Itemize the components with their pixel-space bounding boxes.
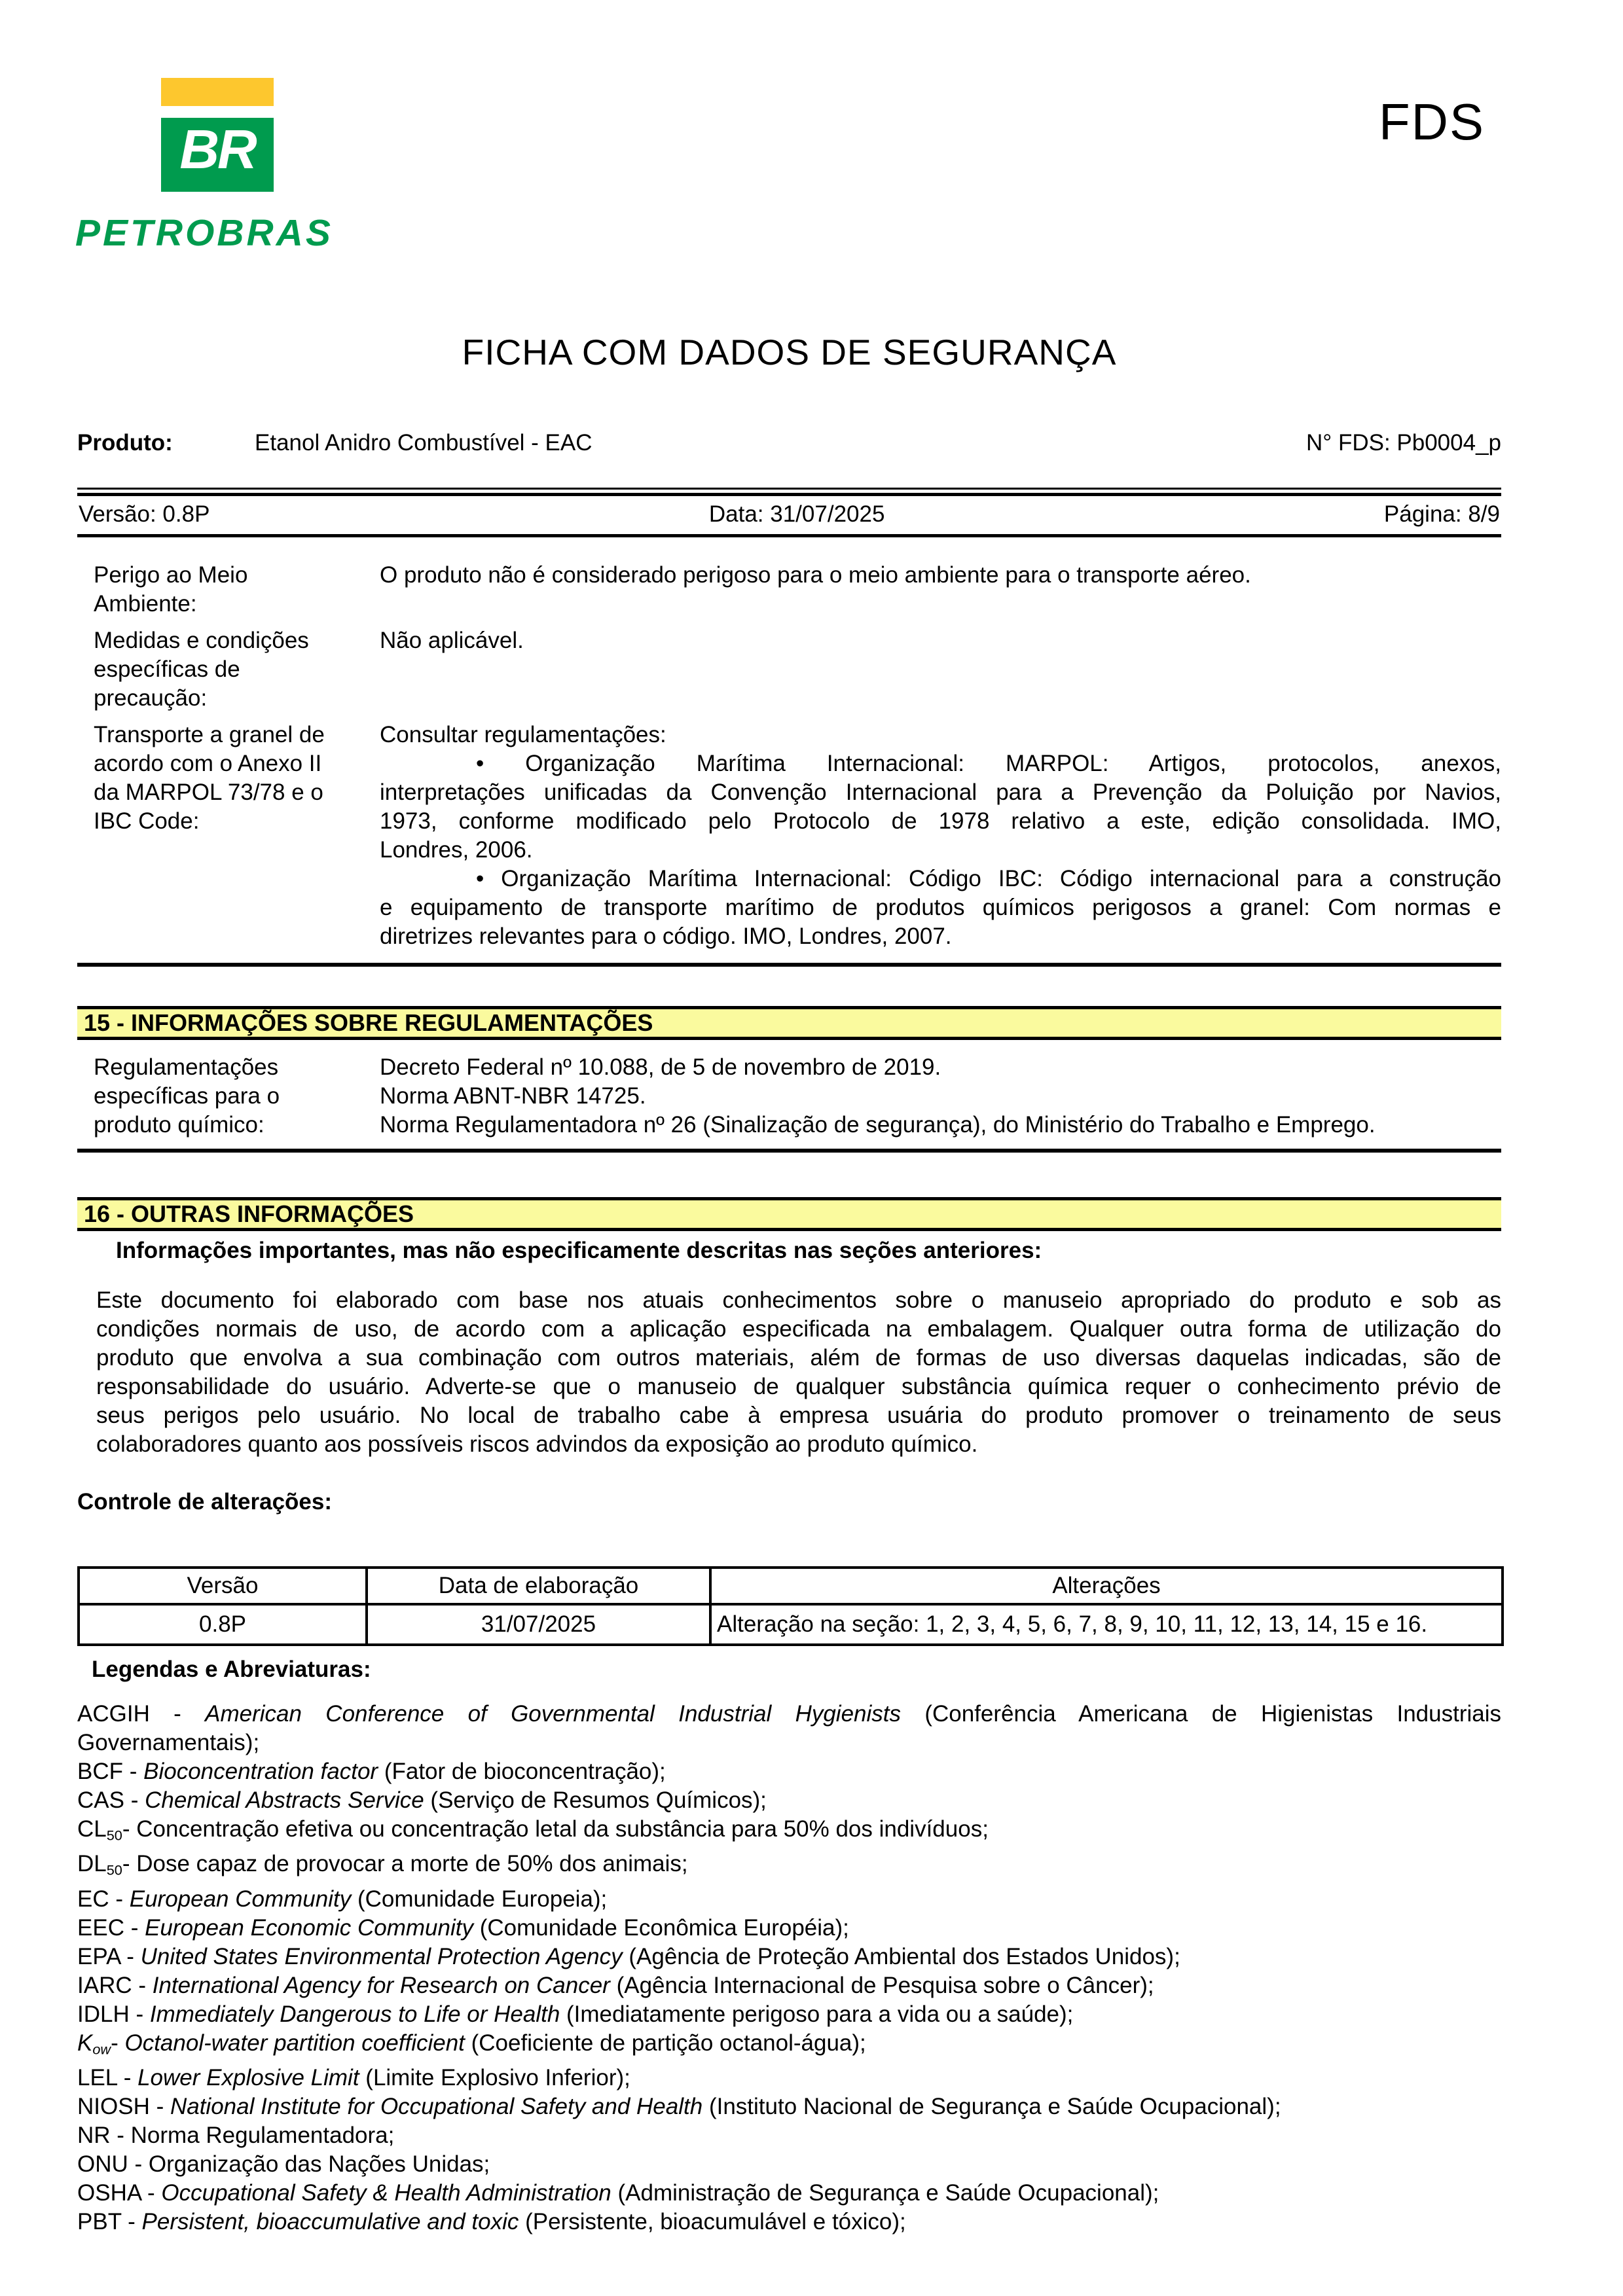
petrobras-wordmark: PETROBRAS: [75, 212, 333, 254]
section-divider-rule: [77, 963, 1501, 967]
text-line: [77, 1757, 1501, 1786]
text-segment: Norma Regulamentadora nº 26 (Sinalização de segurança), do Ministério do Trabalho e Emprego.: [380, 1112, 1376, 1138]
text-segment: ONU - Organização das Nações Unidas;: [77, 2151, 490, 2178]
text-line: [94, 561, 342, 590]
abbreviation-item: [77, 1786, 1501, 1815]
abbreviations-heading: Legendas e Abreviaturas:: [92, 1657, 371, 1682]
text-segment: da MARPOL 73/78 e o: [94, 780, 323, 805]
text-segment: National Institute for Occupational Safety and Health: [170, 2094, 703, 2120]
product-value: Etanol Anidro Combustível - EAC: [255, 430, 593, 456]
abbreviation-item: [77, 2179, 1501, 2208]
text-segment: - Dose capaz de provocar a morte de 50% dos animais;: [122, 1851, 688, 1877]
text-segment: e equipamento de transporte marítimo de produtos químicos perigosos a granel: Com normas e: [380, 895, 1501, 920]
text-line: [94, 684, 342, 713]
text-line: [96, 1315, 1501, 1344]
doc-code-fds: FDS: [1379, 93, 1485, 151]
text-segment: 50: [106, 1861, 122, 1878]
text-segment: CL: [77, 1816, 107, 1842]
text-line: [77, 1971, 1501, 2000]
text-segment: (Agência de Proteção Ambiental dos Estados Unidos);: [622, 1943, 1180, 1969]
row-label: [94, 561, 342, 619]
abbreviation-item: [77, 1914, 1501, 1943]
text-line: [380, 778, 1501, 807]
text-segment: IDLH -: [77, 2001, 150, 2027]
text-line: [96, 1286, 1501, 1315]
text-line: [77, 1914, 1501, 1943]
text-line: [96, 1430, 1501, 1459]
table-header-row: [79, 1568, 1503, 1604]
text-segment: Perigo ao Meio: [94, 562, 248, 588]
text-line: [77, 1850, 1501, 1884]
change-control-table: [77, 1566, 1504, 1646]
text-segment: específicas para o: [94, 1083, 280, 1109]
text-segment: (Coeficiente de partição octanol-água);: [464, 2030, 866, 2056]
table-cell: Alteração na seção: 1, 2, 3, 4, 5, 6, 7, 8, 9, 10, 11, 12, 13, 14, 15 e 16.: [710, 1604, 1503, 1645]
abbreviation-item: [77, 1757, 1501, 1786]
text-line: [380, 1111, 1501, 1139]
section-15-header: 15 - INFORMAÇÕES SOBRE REGULAMENTAÇÕES: [77, 1006, 1501, 1040]
text-line: [380, 561, 1501, 590]
value-block: [380, 865, 1501, 951]
text-segment: (Administração de Segurança e Saúde Ocupacional);: [611, 2180, 1159, 2206]
value-block: [380, 561, 1501, 590]
text-segment: O produto não é considerado perigoso para o meio ambiente para o transporte aéreo.: [380, 562, 1251, 588]
text-segment: ow: [92, 2041, 111, 2058]
text-segment: (Persistente, bioacumulável e tóxico);: [519, 2209, 906, 2235]
text-segment: 1973, conforme modificado pelo Protocolo de 1978 relativo a este, edição consolidada. IMO,: [380, 808, 1501, 834]
fds-number: N° FDS: Pb0004_p: [1305, 430, 1501, 456]
text-segment: específicas de: [94, 656, 240, 682]
text-segment: Persistent, bioaccumulative and toxic: [141, 2209, 519, 2235]
row-label: [94, 1053, 342, 1139]
table-cell: 31/07/2025: [367, 1604, 710, 1645]
text-segment: Londres, 2006.: [380, 837, 533, 863]
rule-thick: [77, 534, 1501, 537]
value-block: [380, 721, 1501, 749]
text-segment: LEL -: [77, 2065, 138, 2091]
text-segment: NR - Norma Regulamentadora;: [77, 2123, 395, 2149]
text-line: [94, 778, 342, 807]
section-divider-rule: [77, 1149, 1501, 1153]
text-segment: Medidas e condições: [94, 628, 309, 653]
text-line: [77, 1943, 1501, 1971]
page-title: FICHA COM DADOS DE SEGURANÇA: [462, 332, 1117, 372]
date-text: Data: 31/07/2025: [708, 501, 885, 527]
section-16-header: 16 - OUTRAS INFORMAÇÕES: [77, 1197, 1501, 1231]
text-line: [380, 1053, 1501, 1082]
text-line: [77, 2064, 1501, 2092]
text-segment: Governamentais);: [77, 1730, 260, 1755]
text-segment: Não aplicável.: [380, 628, 524, 653]
transport-info-table: [77, 561, 1501, 951]
text-segment: - Concentração efetiva ou concentração letal da substância para 50% dos indivíduos;: [122, 1816, 989, 1842]
text-segment: Consultar regulamentações:: [380, 722, 666, 747]
text-segment: (Imediatamente perigoso para a vida ou a saúde);: [560, 2001, 1074, 2027]
text-line: [77, 2208, 1501, 2236]
text-line: [94, 1111, 342, 1139]
text-segment: acordo com o Anexo II: [94, 751, 322, 776]
petrobras-logo-yellow-block: [161, 78, 274, 106]
text-segment: Este documento foi elaborado com base nos atuais conhecimentos sobre o manuseio apropriado do produto e sob as: [96, 1287, 1501, 1313]
page-number-text: Página: 8/9: [1383, 501, 1500, 527]
text-segment: Octanol-water partition coefficient: [124, 2030, 465, 2056]
abbreviation-item: [77, 1943, 1501, 1971]
text-line: [380, 626, 1501, 655]
abbreviation-item: [77, 2000, 1501, 2029]
text-line: [94, 655, 342, 684]
abbreviation-item: [77, 2150, 1501, 2179]
text-segment: responsabilidade do usuário. Adverte-se que o manuseio de qualquer substância química requer o conhecimento prévio de: [96, 1374, 1501, 1399]
text-segment: produto que envolva a sua combinação com outros materiais, além de formas de uso diversas daquelas indicadas, são de: [96, 1345, 1501, 1371]
change-control-heading: Controle de alterações:: [77, 1489, 332, 1515]
text-line: [380, 836, 1501, 865]
version-text: Versão: 0.8P: [79, 501, 210, 527]
text-line: [94, 1082, 342, 1111]
text-line: [77, 2000, 1501, 2029]
abbreviation-item: [77, 1850, 1501, 1884]
abbreviation-item: [77, 2064, 1501, 2092]
column-header: Data de elaboração: [367, 1568, 710, 1604]
text-line: [380, 749, 1501, 778]
disclaimer-paragraph: [96, 1286, 1501, 1459]
regulations-table: [77, 1053, 1501, 1139]
abbreviation-item: [77, 2029, 1501, 2064]
text-line: [77, 1885, 1501, 1914]
text-line: [96, 1344, 1501, 1372]
text-segment: -: [111, 2030, 125, 2056]
text-segment: Chemical Abstracts Service: [145, 1787, 424, 1813]
text-segment: Ambiente:: [94, 591, 197, 617]
abbreviation-item: [77, 1971, 1501, 2000]
text-line: [94, 590, 342, 619]
text-line: [94, 721, 342, 749]
text-segment: (Serviço de Resumos Químicos);: [424, 1787, 767, 1813]
text-segment: colaboradores quanto aos possíveis riscos advindos da exposição ao produto químico.: [96, 1431, 978, 1457]
text-segment: PBT -: [77, 2209, 142, 2235]
text-line: [77, 1729, 1501, 1757]
abbreviation-item: [77, 2092, 1501, 2121]
text-segment: seus perigos pelo usuário. No local de trabalho cabe à empresa usuária do produto promover o treinamento de seus: [96, 1403, 1501, 1428]
column-header: Alterações: [710, 1568, 1503, 1604]
text-segment: Decreto Federal nº 10.088, de 5 de novembro de 2019.: [380, 1054, 941, 1080]
text-line: [96, 1401, 1501, 1430]
text-segment: K: [77, 2030, 93, 2056]
text-line: [77, 2121, 1501, 2150]
text-segment: (Instituto Nacional de Segurança e Saúde Ocupacional);: [702, 2094, 1281, 2120]
meta-bar: [77, 488, 1501, 537]
row-value: [380, 626, 1501, 713]
text-segment: Lower Explosive Limit: [137, 2065, 359, 2091]
text-line: [380, 807, 1501, 836]
table-row: [77, 721, 1501, 951]
table-row: [77, 626, 1501, 713]
text-segment: Norma ABNT-NBR 14725.: [380, 1083, 646, 1109]
text-line: [94, 626, 342, 655]
text-line: [94, 1053, 342, 1082]
text-line: [380, 922, 1501, 951]
text-segment: ACGIH -: [77, 1701, 206, 1727]
row-label: [94, 721, 342, 951]
text-segment: DL: [77, 1851, 107, 1877]
text-line: [77, 2029, 1501, 2064]
row-value: [380, 721, 1501, 951]
text-line: [380, 893, 1501, 922]
value-block: [380, 749, 1501, 865]
row-label: [94, 626, 342, 713]
text-segment: (Limite Explosivo Inferior);: [359, 2065, 630, 2091]
text-segment: (Conferência Americana de Higienistas Industriais: [901, 1701, 1501, 1727]
petrobras-logo-green-block: [161, 118, 274, 192]
meta-row: [77, 496, 1501, 534]
text-segment: interpretações unificadas da Convenção Internacional para a Prevenção da Poluição por Navios,: [380, 780, 1501, 805]
text-line: [77, 1786, 1501, 1815]
text-segment: European Economic Community: [145, 1914, 473, 1941]
text-segment: Occupational Safety & Health Administration: [161, 2180, 611, 2206]
text-segment: International Agency for Research on Cancer: [152, 1972, 610, 1998]
value-block: [380, 626, 1501, 655]
text-segment: (Comunidade Europeia);: [351, 1886, 608, 1912]
text-segment: (Agência Internacional de Pesquisa sobre o Câncer);: [610, 1972, 1154, 1998]
text-segment: (Comunidade Econômica Européia);: [473, 1914, 849, 1941]
text-segment: EEC -: [77, 1914, 145, 1941]
rule-thin: [77, 488, 1501, 490]
text-line: [77, 2092, 1501, 2121]
text-line: [77, 2150, 1501, 2179]
text-line: [94, 749, 342, 778]
text-line: [380, 865, 1501, 893]
text-segment: • Organização Marítima Internacional: MARPOL: Artigos, protocolos, anexos,: [476, 751, 1501, 776]
text-line: [380, 721, 1501, 749]
text-segment: United States Environmental Protection Agency: [140, 1943, 623, 1969]
text-segment: produto químico:: [94, 1112, 264, 1138]
product-row: [77, 429, 1501, 457]
text-line: [380, 1082, 1501, 1111]
text-segment: (Fator de bioconcentração);: [378, 1759, 666, 1784]
abbreviations-list: [77, 1700, 1501, 2236]
text-segment: Bioconcentration factor: [143, 1759, 378, 1784]
text-segment: Immediately Dangerous to Life or Health: [149, 2001, 560, 2027]
text-line: [96, 1372, 1501, 1401]
text-segment: diretrizes relevantes para o código. IMO, Londres, 2007.: [380, 924, 952, 949]
important-info-heading: Informações importantes, mas não especificamente descritas nas seções anteriores:: [116, 1238, 1042, 1263]
table-row: [77, 1053, 1501, 1139]
text-segment: IARC -: [77, 1972, 153, 1998]
text-segment: EC -: [77, 1886, 130, 1912]
table-row: [77, 561, 1501, 619]
text-line: [77, 1700, 1501, 1729]
text-segment: IBC Code:: [94, 808, 200, 834]
text-line: [94, 807, 342, 836]
text-segment: EPA -: [77, 1943, 141, 1969]
text-segment: BCF -: [77, 1759, 144, 1784]
value-block: [380, 1053, 1501, 1139]
row-value: [380, 1053, 1501, 1139]
abbreviation-item: [77, 1700, 1501, 1757]
abbreviation-item: [77, 1815, 1501, 1850]
table-row: [79, 1604, 1503, 1645]
table-cell: 0.8P: [79, 1604, 367, 1645]
abbreviation-item: [77, 2121, 1501, 2150]
text-segment: European Community: [129, 1886, 352, 1912]
text-segment: precaução:: [94, 685, 208, 711]
text-segment: CAS -: [77, 1787, 145, 1813]
row-value: [380, 561, 1501, 619]
text-line: [77, 1815, 1501, 1850]
product-label: Produto:: [77, 430, 173, 456]
br-monogram: BR: [179, 118, 255, 180]
text-segment: OSHA -: [77, 2180, 162, 2206]
text-segment: condições normais de uso, de acordo com a aplicação especificada na embalagem. Qualquer outra forma de utilização do: [96, 1316, 1501, 1342]
text-segment: Regulamentações: [94, 1054, 279, 1080]
abbreviation-item: [77, 1885, 1501, 1914]
text-segment: Transporte a granel de: [94, 722, 325, 747]
text-segment: 50: [106, 1827, 122, 1844]
text-segment: NIOSH -: [77, 2094, 170, 2120]
text-segment: American Conference of Governmental Industrial Hygienists: [205, 1701, 902, 1727]
column-header: Versão: [79, 1568, 367, 1604]
abbreviation-item: [77, 2208, 1501, 2236]
text-segment: • Organização Marítima Internacional: Código IBC: Código internacional para a construção: [476, 866, 1501, 891]
text-line: [77, 2179, 1501, 2208]
